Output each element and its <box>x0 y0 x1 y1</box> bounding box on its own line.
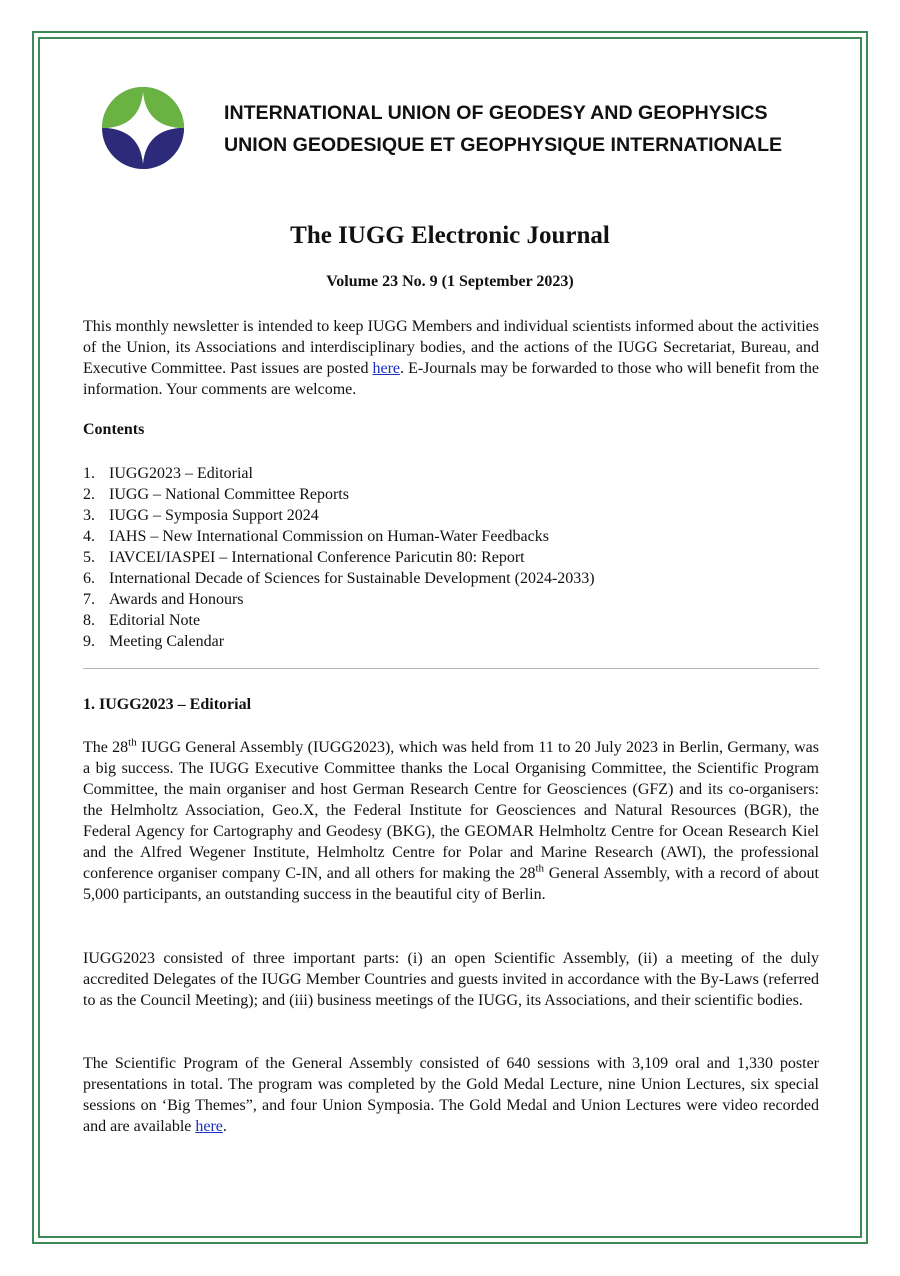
paragraph-text: . <box>222 1118 227 1135</box>
contents-item-label: IAVCEI/IASPEI – International Conference Paricutin 80: Report <box>109 549 525 566</box>
intro-text: This monthly newsletter is intended to keep IUGG Members and individual scientists informed about the activities of the Union, its Associations and interdisciplinary bodies, and the actions of the IUGG Secretariat, Bureau, and Executive Committee. Past issues are posted <box>83 318 819 377</box>
organisation-name-french: UNION GEODESIQUE ET GEOPHYSIQUE INTERNATIONALE <box>224 134 783 156</box>
contents-item-number: 4. <box>83 528 95 545</box>
editorial-paragraph-2: IUGG2023 consisted of three important parts: (i) an open Scientific Assembly, (ii) a meeting of the duly accredited Delegates of the IUGG Member Countries and guests invited in accordance with the By-Laws (referred to as the Council Meeting); and (iii) business meetings of the IUGG, its Associations, and their scientific bodies. <box>83 950 819 1009</box>
contents-item-label: IUGG – National Committee Reports <box>109 486 349 503</box>
contents-item-label: International Decade of Sciences for Sustainable Development (2024-2033) <box>109 570 595 587</box>
contents-item-label: IUGG – Symposia Support 2024 <box>109 507 319 524</box>
organisation-name <box>224 97 782 161</box>
volume-info: Volume 23 No. 9 (1 September 2023) <box>326 273 574 290</box>
ordinal-suffix: th <box>535 862 545 875</box>
section-heading: 1. IUGG2023 – Editorial <box>83 696 252 713</box>
contents-item[interactable] <box>83 505 595 526</box>
contents-item[interactable] <box>83 463 595 484</box>
contents-item-number: 9. <box>83 633 95 650</box>
iugg-logo-icon <box>101 86 185 170</box>
contents-item[interactable] <box>83 631 595 652</box>
editorial-paragraph-1 <box>83 737 819 905</box>
contents-item-number: 2. <box>83 486 95 503</box>
contents-item-number: 5. <box>83 549 95 566</box>
contents-item[interactable] <box>83 589 595 610</box>
paragraph-text: The 28 <box>83 739 129 756</box>
contents-item-label: IUGG2023 – Editorial <box>109 465 253 482</box>
lectures-video-link[interactable]: here <box>195 1118 223 1135</box>
contents-list <box>83 463 595 652</box>
paragraph-text: General Assembly, with a record of about 5,000 participants, an outstanding success in the beautiful city of Berlin. <box>83 865 819 903</box>
contents-item-label: Editorial Note <box>109 612 201 629</box>
past-issues-link[interactable]: here <box>372 360 401 377</box>
paragraph-text: The Scientific Program of the General Assembly consisted of 640 sessions with 3,109 oral and 1,330 poster presentations in total. The program was completed by the Gold Medal Lecture, nine Union Lectures, six special sessions on ‘Big Themes”, and four Union Symposia. The Gold Medal and Union Lectures were video recorded and are available <box>83 1055 819 1135</box>
intro-paragraph <box>83 316 819 400</box>
intro-text-end: . E-Journals may be forwarded to those who will benefit from the information. Your comments are welcome. <box>83 360 819 398</box>
contents-item-number: 1. <box>83 465 95 482</box>
contents-item-number: 3. <box>83 507 95 524</box>
contents-item-number: 6. <box>83 570 95 587</box>
contents-heading: Contents <box>83 421 145 438</box>
contents-item-number: 7. <box>83 591 95 608</box>
contents-item-number: 8. <box>83 612 95 629</box>
contents-item[interactable] <box>83 547 595 568</box>
journal-title: The IUGG Electronic Journal <box>290 222 610 249</box>
paragraph-text: IUGG General Assembly (IUGG2023), which was held from 11 to 20 July 2023 in Berlin, Germany, was a big success. The IUGG Executive Committee thanks the Local Organising Committee, the Scientific Program Committee, the main organiser and host German Research Centre for Geosciences (GFZ) and its co-organisers: the Helmholtz Association, Geo.X, the Federal Institute for Geosciences and Natural Resources (BGR), the Federal Agency for Cartography and Geodesy (BKG), the GEOMAR Helmholtz Centre for Ocean Research Kiel and the Alfred Wegener Institute, Helmholtz Centre for Polar and Marine Research (AWI), the professional conference organiser company C-IN, and all others for making the 28 <box>83 739 820 882</box>
editorial-paragraph-3 <box>83 1053 819 1137</box>
contents-item-label: Awards and Honours <box>109 591 244 608</box>
contents-item[interactable] <box>83 568 595 589</box>
contents-item[interactable] <box>83 484 595 505</box>
contents-item-label: Meeting Calendar <box>109 633 225 650</box>
contents-item[interactable] <box>83 526 595 547</box>
contents-item-label: IAHS – New International Commission on Human-Water Feedbacks <box>109 528 549 545</box>
organisation-name-english: INTERNATIONAL UNION OF GEODESY AND GEOPHYSICS <box>224 102 768 124</box>
contents-item[interactable] <box>83 610 595 631</box>
ordinal-suffix: th <box>128 736 137 749</box>
section-divider <box>83 668 819 669</box>
